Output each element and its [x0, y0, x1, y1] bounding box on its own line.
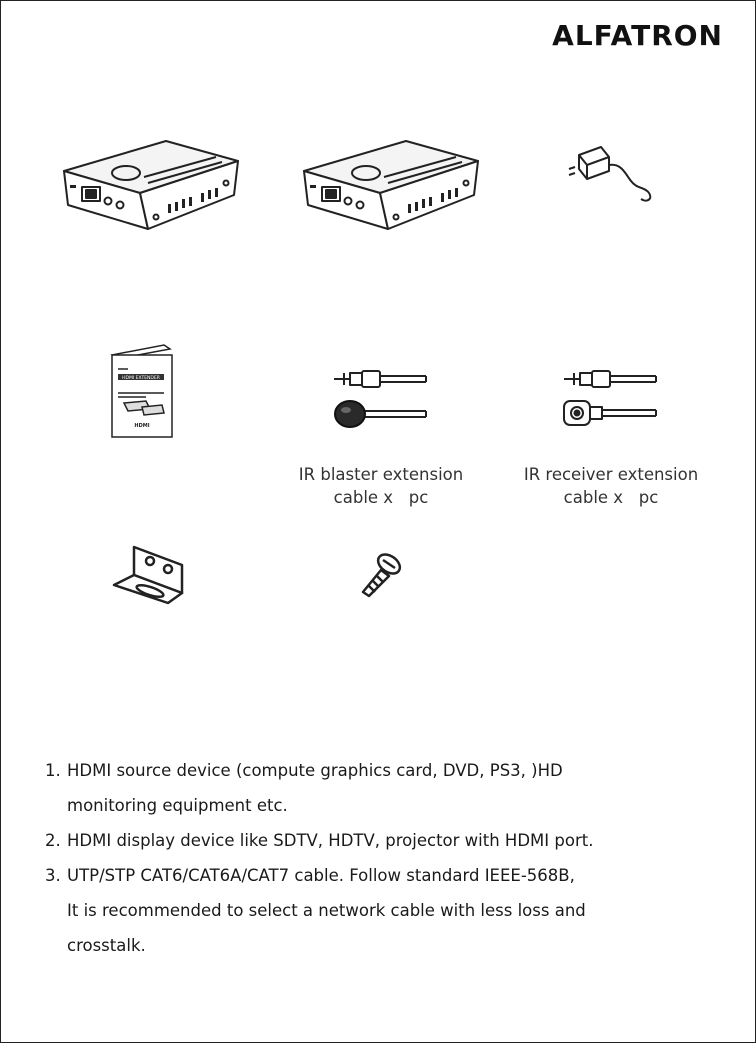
- requirement-item: [45, 823, 725, 858]
- requirement-item: [45, 858, 725, 893]
- ir-receiver-cable-illustration: [556, 361, 666, 436]
- ir-blaster-cable-illustration: [326, 361, 436, 436]
- requirement-text: UTP/STP CAT6/CAT6A/CAT7 cable. Follow standard IEEE-568B,: [67, 866, 575, 885]
- ir-receiver-caption: [501, 463, 721, 509]
- requirements-list: [45, 753, 725, 963]
- requirement-text: HDMI display device like SDTV, HDTV, projector with HDMI port.: [67, 831, 594, 850]
- ir-receiver-caption-line2: cable x pc: [563, 488, 659, 507]
- requirement-continuation: crosstalk.: [67, 936, 146, 955]
- user-manual-illustration: [106, 341, 186, 443]
- ir-blaster-caption-line2: cable x pc: [333, 488, 429, 507]
- power-adapter-illustration: [561, 141, 671, 211]
- manual-cover-title: HDMI EXTENDER: [122, 376, 160, 381]
- requirement-item: [45, 753, 725, 788]
- requirement-number: 3.: [45, 866, 61, 885]
- screw-illustration: [351, 546, 411, 606]
- requirement-text: HDMI source device (compute graphics card, DVD, PS3, )HD: [67, 761, 563, 780]
- mounting-bracket-illustration: [106, 541, 196, 611]
- requirement-number: 2.: [45, 831, 61, 850]
- ir-receiver-caption-line1: IR receiver extension: [523, 465, 699, 484]
- ir-blaster-caption-line1: IR blaster extension: [298, 465, 464, 484]
- ir-blaster-caption: [271, 463, 491, 509]
- manual-cover-logo: HDMI: [134, 423, 150, 429]
- brand-logo: ALFATRON: [552, 19, 723, 52]
- receiver-unit-illustration: [296, 131, 496, 241]
- requirement-continuation: It is recommended to select a network cable with less loss and: [67, 901, 586, 920]
- requirement-number: 1.: [45, 761, 61, 780]
- transmitter-unit-illustration: [56, 131, 256, 241]
- requirement-continuation: monitoring equipment etc.: [67, 796, 288, 815]
